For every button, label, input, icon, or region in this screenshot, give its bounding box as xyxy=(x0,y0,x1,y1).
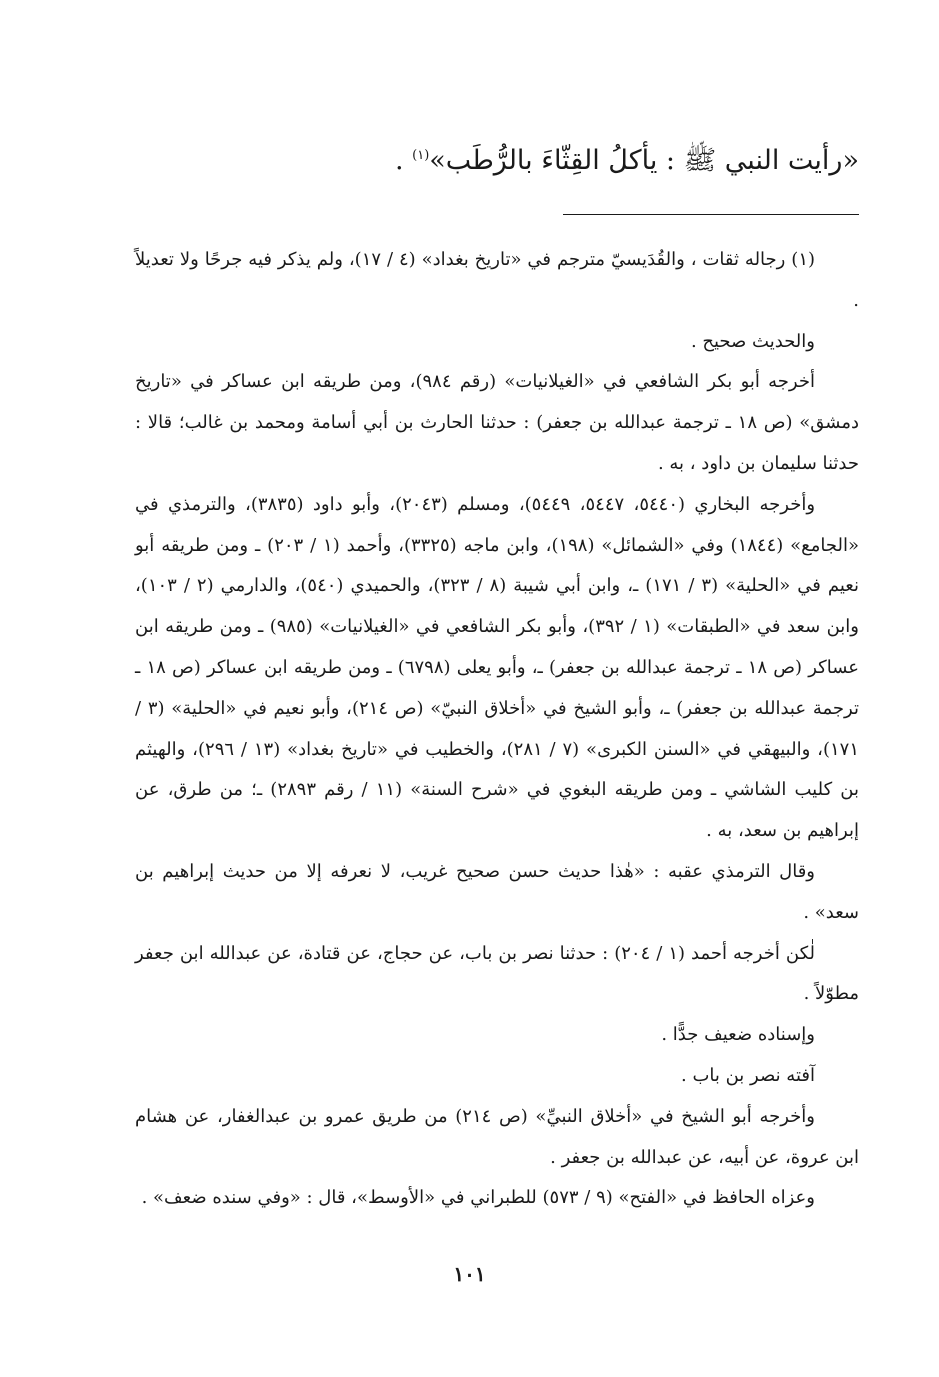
footnote-paragraph: (١) رجاله ثقات ، والقُدَيسيّ مترجم في «تاريخ بغداد» (٤ / ١٧)، ولم يذكر فيه جرحًا ولا تعديلاً . xyxy=(135,249,859,311)
footnote-paragraph: وأخرجه أبو الشيخ في «أخلاق النبيِّ» (ص ٢١٤) من طريق عمرو بن عبدالغفار، عن هشام ابن عروة، عن أبيه، عن عبدالله بن جعفر . xyxy=(135,1105,859,1168)
footnote-paragraph: وعزاه الحافظ في «الفتح» (٩ / ٥٧٣) للطبراني في «الأوسط»، قال : «وفي سنده ضعف» . xyxy=(141,1187,815,1209)
footnote-paragraph: لٰكن أخرجه أحمد (١ / ٢٠٤) : حدثنا نصر بن باب، عن حجاج، عن قتادة، عن عبدالله ابن جعفر مطوّلاً . xyxy=(135,942,859,1005)
page-number: ١٠١ xyxy=(453,1262,486,1286)
footnotes xyxy=(135,240,859,1219)
footnote-paragraph: وقال الترمذي عقبه : «هٰذا حديث حسن صحيح غريب، لا نعرفه إلا من حديث إبراهيم بن سعد» . xyxy=(135,860,859,923)
hadith-body: «رأيت النبي ﷺ : يأكلُ القِثّاءَ بالرُّطَب» xyxy=(429,145,859,176)
footnote-separator xyxy=(563,214,859,215)
hadith-end: . xyxy=(394,145,413,176)
footnote-paragraph: وإسناده ضعيف جدًّا . xyxy=(661,1024,815,1046)
footnote-paragraph: آفته نصر بن باب . xyxy=(681,1064,815,1086)
footnote-paragraph: وأخرجه البخاري (٥٤٤٠، ٥٤٤٧، ٥٤٤٩)، ومسلم (٢٠٤٣)، وأبو داود (٣٨٣٥)، والترمذي في «الجامع» (١٨٤٤) وفي «الشمائل» (١٩٨)، وابن ماجه (٣٣٢٥)، وأحمد (١ / ٢٠٣) ـ ومن طريقه أبو نعيم في «الحلية» (٣ / ١٧١) ـ، وابن أبي شيبة (٨ / ٣٢٣)، والحميدي (٥٤٠)، والدارمي (٢ / ١٠٣)، وابن سعد في «الطبقات» (١ / ٣٩٢)، وأبو بكر الشافعي في «الغيلانيات» (٩٨٥) ـ ومن طريقه ابن عساكر (ص ١٨ ـ ترجمة عبدالله بن جعفر) ـ، وأبو يعلى (٦٧٩٨) ـ ومن طريقه ابن عساكر (ص ١٨ ـ ترجمة عبدالله بن جعفر) ـ، وأبو الشيخ في «أخلاق النبيّ» (ص ٢١٤)، وأبو نعيم في «الحلية» (٣ / ١٧١)، والبيهقي في «السنن الكبرى» (٧ / ٢٨١)، والخطيب في «تاريخ بغداد» (١٣ / ٢٩٦)، والهيثم بن كليب الشاشي ـ ومن طريقه البغوي في «شرح السنة» (١١ / رقم ٢٨٩٣) ـ؛ من طرق، عن إبراهيم بن سعد، به . xyxy=(135,493,860,842)
footnote-paragraph: أخرجه أبو بكر الشافعي في «الغيلانيات» (رقم ٩٨٤)، ومن طريقه ابن عساكر في «تاريخ دمشق» (ص ١٨ ـ ترجمة عبدالله بن جعفر) : حدثنا الحارث بن أبي أسامة ومحمد بن غالب؛ قالا : حدثنا سليمان بن داود ، به . xyxy=(135,371,860,474)
footnote-marker: (١) xyxy=(412,148,430,163)
footnote-paragraph: والحديث صحيح . xyxy=(690,330,815,352)
hadith-text xyxy=(139,132,859,185)
